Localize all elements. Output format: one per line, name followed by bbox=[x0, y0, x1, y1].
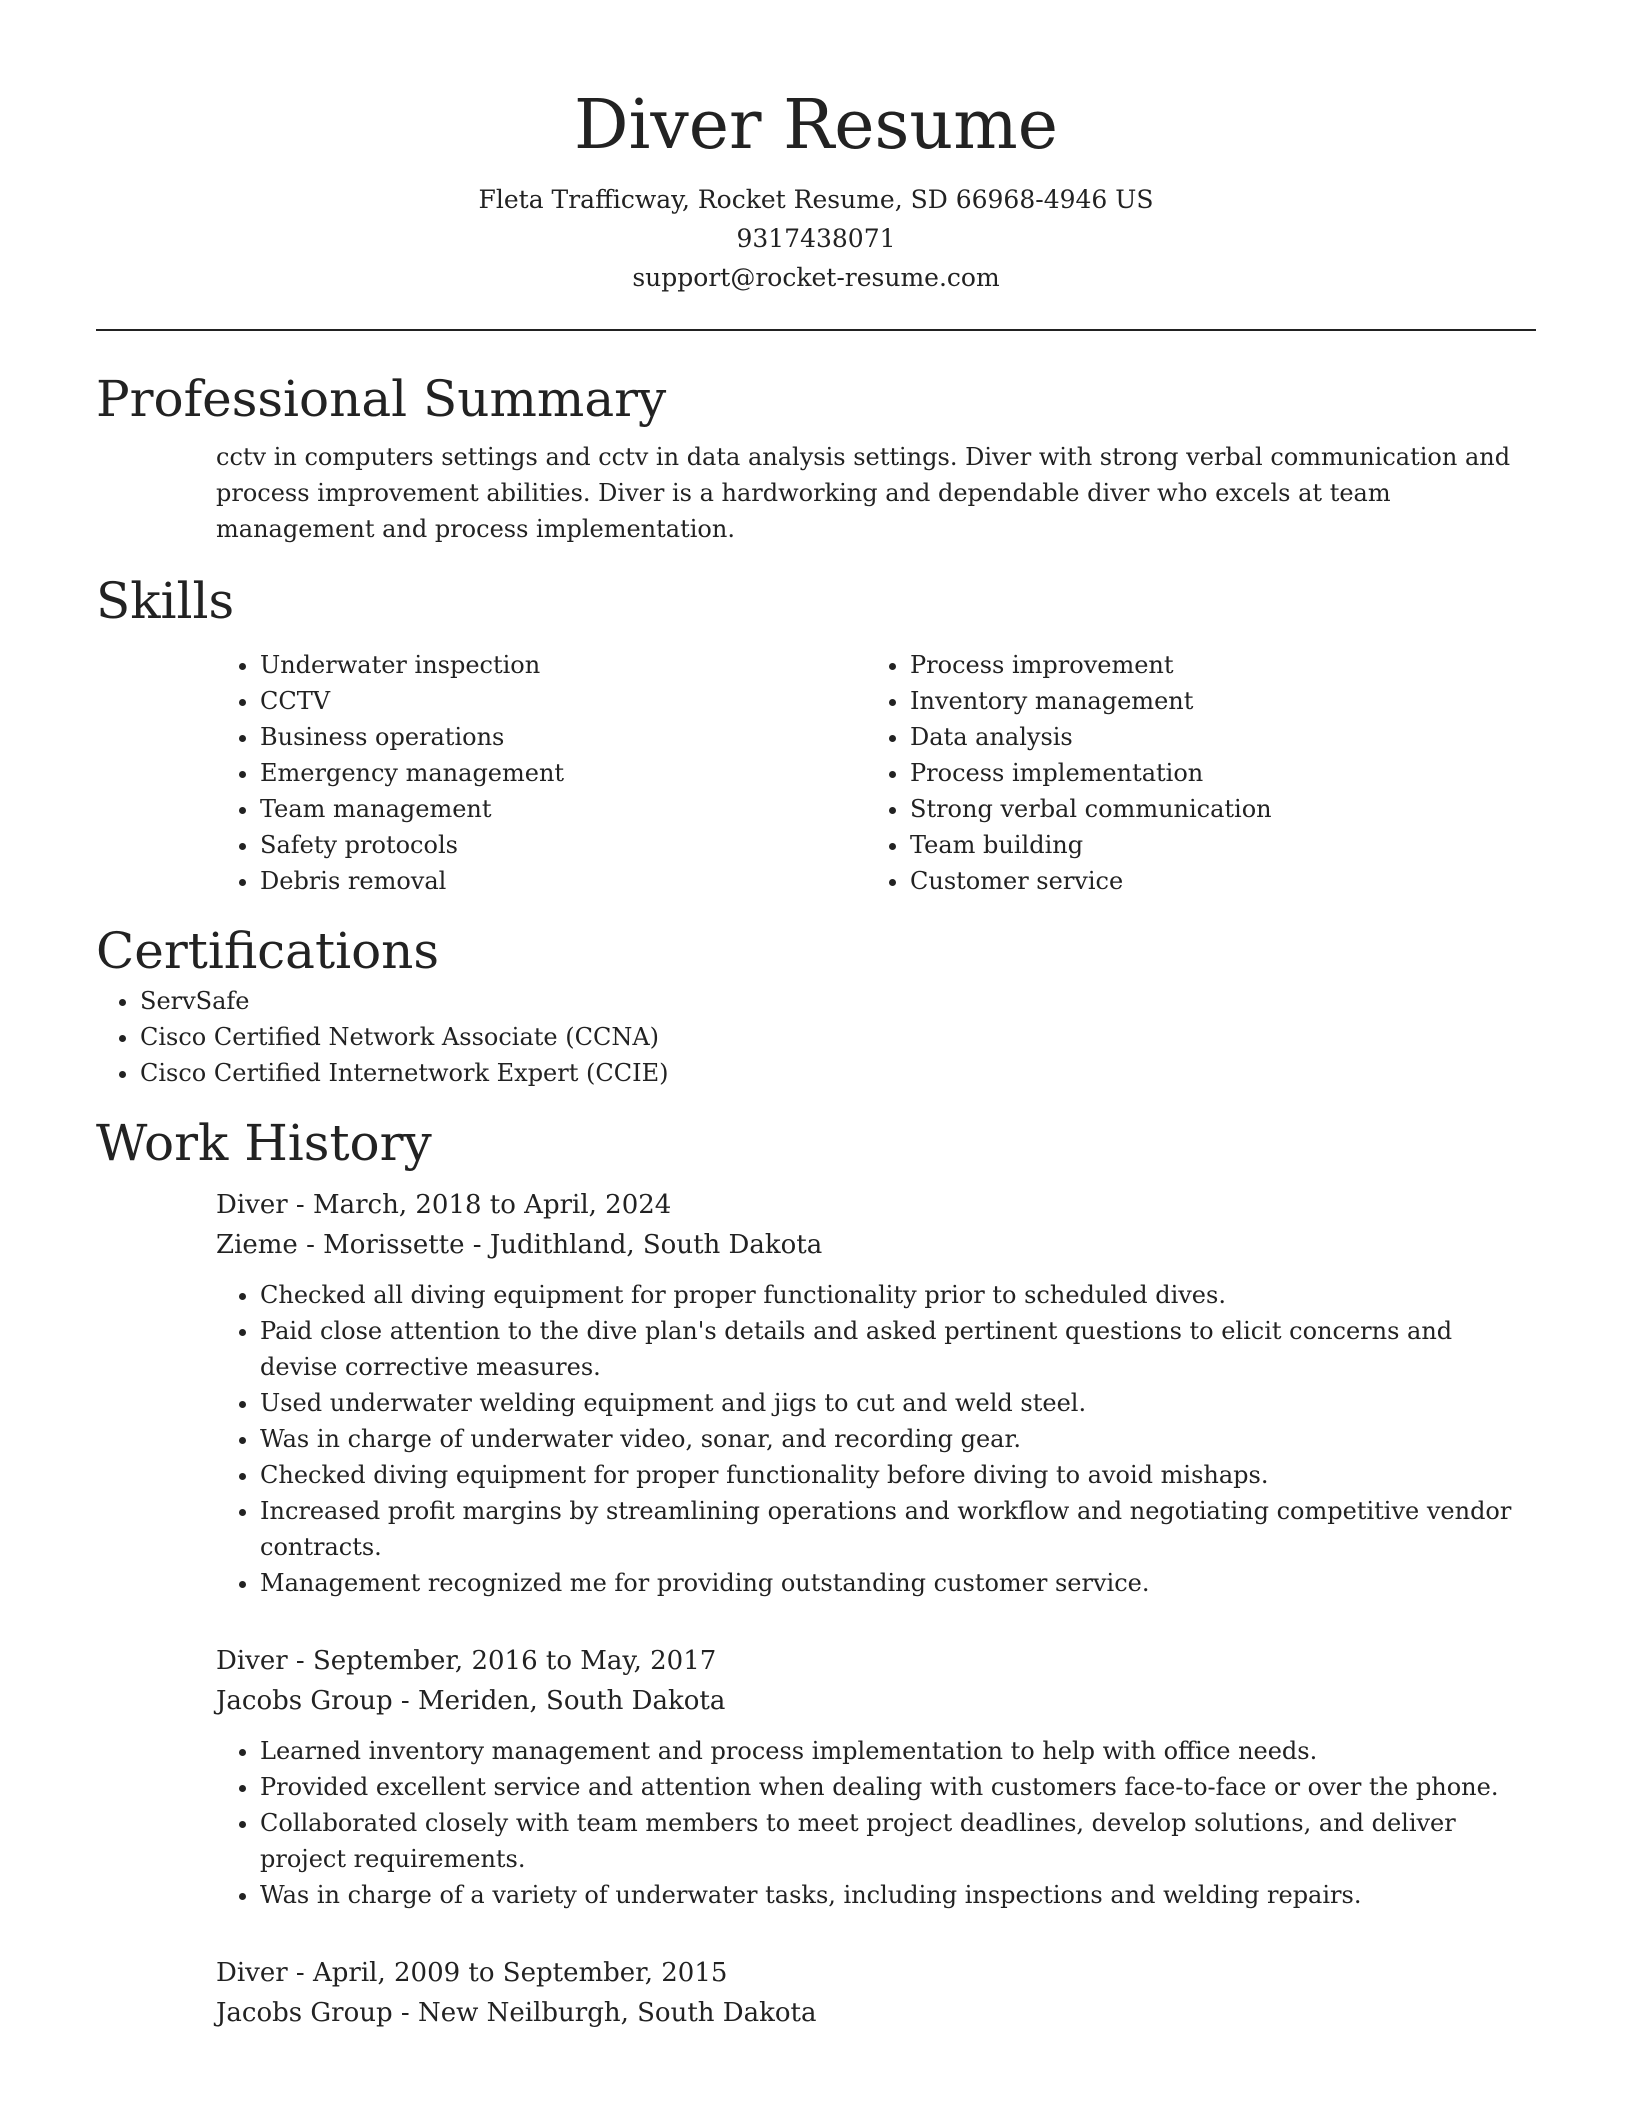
skill-item: • Team management bbox=[260, 791, 866, 827]
job-entry bbox=[216, 1185, 1536, 1601]
skill-item: • Safety protocols bbox=[260, 827, 866, 863]
job-bullets bbox=[216, 1733, 1536, 1913]
skill-item: • Underwater inspection bbox=[260, 647, 866, 683]
section-title-skills: Skills bbox=[96, 572, 235, 630]
job-company: Zieme - Morissette bbox=[216, 1230, 465, 1260]
job-bullet: • Provided excellent service and attention when dealing with customers face-to-face or over the phone. bbox=[260, 1769, 1536, 1805]
contact-email: support@rocket-resume.com bbox=[632, 263, 1000, 292]
skill-item: • Business operations bbox=[260, 719, 866, 755]
job-entry bbox=[216, 1953, 1536, 2033]
job-location: - Judithland, South Dakota bbox=[464, 1230, 823, 1260]
job-location: - Meriden, South Dakota bbox=[392, 1686, 726, 1716]
certification-item: • Cisco Certified Internetwork Expert (CCIE) bbox=[140, 1055, 1536, 1091]
skills-list-right bbox=[866, 647, 1516, 899]
resume-title: Diver Resume bbox=[574, 86, 1058, 165]
job-location: - New Neilburgh, South Dakota bbox=[392, 1998, 817, 2028]
job-bullet: • Learned inventory management and process implementation to help with office needs. bbox=[260, 1733, 1536, 1769]
header-divider bbox=[96, 329, 1536, 331]
job-bullet: • Paid close attention to the dive plan's details and asked pertinent questions to elicit concerns and devise corrective measures. bbox=[260, 1313, 1536, 1385]
job-bullet: • Increased profit margins by streamlining operations and workflow and negotiating competitive vendor contracts. bbox=[260, 1493, 1536, 1565]
job-bullet: • Was in charge of underwater video, sonar, and recording gear. bbox=[260, 1421, 1536, 1457]
job-bullet: • Checked all diving equipment for proper functionality prior to scheduled dives. bbox=[260, 1277, 1536, 1313]
contact-phone: 9317438071 bbox=[736, 224, 896, 253]
skill-item: • Customer service bbox=[910, 863, 1516, 899]
job-entry bbox=[216, 1641, 1536, 1913]
skills-columns bbox=[216, 647, 1536, 899]
job-company: Jacobs Group bbox=[216, 1998, 393, 2028]
skill-item: • Debris removal bbox=[260, 863, 866, 899]
skill-item: • Process implementation bbox=[910, 755, 1516, 791]
job-bullet: • Management recognized me for providing outstanding customer service. bbox=[260, 1565, 1536, 1601]
skill-item: • Process improvement bbox=[910, 647, 1516, 683]
job-bullet: • Collaborated closely with team members to meet project deadlines, develop solutions, and deliver project requirements. bbox=[260, 1805, 1536, 1877]
skill-item: • Team building bbox=[910, 827, 1516, 863]
skill-item: • CCTV bbox=[260, 683, 866, 719]
skills-list-left bbox=[216, 647, 866, 899]
job-title: Diver - March, 2018 to April, 2024 bbox=[216, 1190, 672, 1220]
job-company-line bbox=[216, 1993, 1536, 2033]
skill-item: • Data analysis bbox=[910, 719, 1516, 755]
skill-item: • Inventory management bbox=[910, 683, 1516, 719]
section-title-certifications: Certifications bbox=[96, 922, 440, 980]
job-company: Jacobs Group bbox=[216, 1686, 393, 1716]
skill-item: • Strong verbal communication bbox=[910, 791, 1516, 827]
resume-header bbox=[96, 0, 1536, 297]
summary-text: cctv in computers settings and cctv in data analysis settings. Diver with strong verbal communication and process improvement abilities. Diver is a hardworking and dependable diver who excels at team management and process implementation. bbox=[216, 443, 1511, 543]
job-title: Diver - September, 2016 to May, 2017 bbox=[216, 1646, 717, 1676]
job-title: Diver - April, 2009 to September, 2015 bbox=[216, 1958, 728, 1988]
section-title-summary: Professional Summary bbox=[96, 370, 667, 428]
job-bullets bbox=[216, 1277, 1536, 1601]
certification-item: • Cisco Certified Network Associate (CCNA) bbox=[140, 1019, 1536, 1055]
job-bullet: • Was in charge of a variety of underwater tasks, including inspections and welding repairs. bbox=[260, 1877, 1536, 1913]
contact-address: Fleta Trafficway, Rocket Resume, SD 66968-4946 US bbox=[478, 185, 1154, 214]
job-company-line bbox=[216, 1225, 1536, 1265]
certification-item: • ServSafe bbox=[140, 983, 1536, 1019]
section-title-work-history: Work History bbox=[96, 1114, 432, 1172]
job-bullet: • Checked diving equipment for proper functionality before diving to avoid mishaps. bbox=[260, 1457, 1536, 1493]
skill-item: • Emergency management bbox=[260, 755, 866, 791]
certifications-list bbox=[96, 983, 1536, 1091]
job-bullet: • Used underwater welding equipment and jigs to cut and weld steel. bbox=[260, 1385, 1536, 1421]
job-company-line bbox=[216, 1681, 1536, 1721]
